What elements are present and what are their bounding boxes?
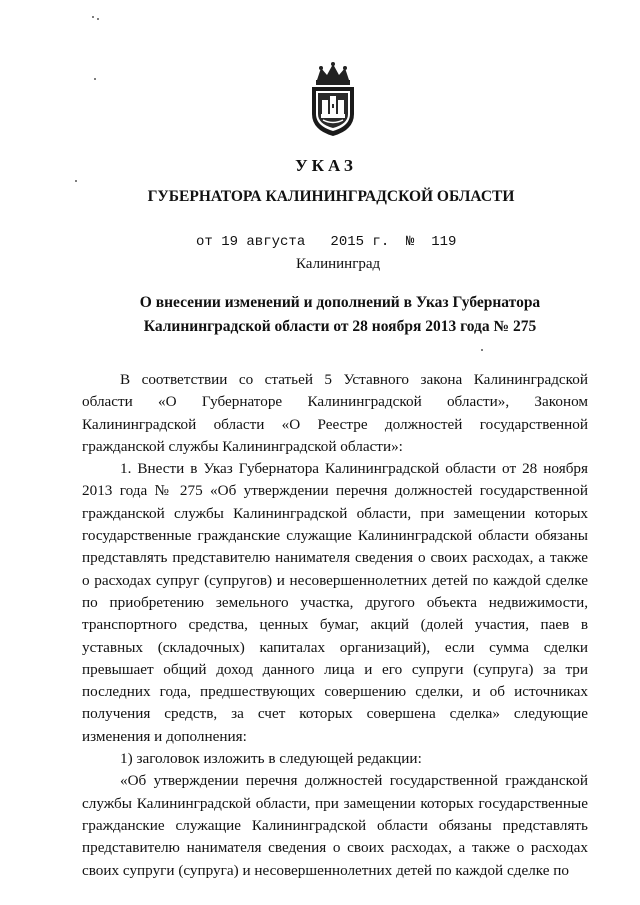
body-text bbox=[82, 369, 588, 882]
scan-speck bbox=[94, 78, 96, 80]
coat-of-arms-icon bbox=[307, 62, 359, 138]
date-number-line: от 19 августа 2015 г. № 119 bbox=[196, 234, 457, 250]
city-name: Калининград bbox=[296, 256, 381, 272]
subject-line-1: О внесении изменений и дополнений в Указ Губернатора bbox=[139, 294, 541, 311]
subject-heading bbox=[100, 291, 580, 339]
issuer-title: ГУБЕРНАТОРА КАЛИНИНГРАДСКОЙ ОБЛАСТИ bbox=[147, 188, 515, 205]
scan-speck bbox=[75, 180, 77, 182]
scan-speck bbox=[97, 18, 99, 20]
scan-speck bbox=[92, 16, 94, 18]
paragraph-item-1: 1. Внести в Указ Губернатора Калининградской области от 28 ноября 2013 года № 275 «Об утверждении перечня должностей государственной гражданской службы Калининградской области, при замещении которых государственные гражданские служащие Калининградской области обязаны представлять представителю нанимателя сведения о своих расходах, а также о расходах супруг (супругов) и несовершеннолетних детей по каждой сделке по приобретению земельного участка, другого объекта недвижимости, транспортного средства, ценных бумаг, акций (долей участия, паев в уставных (складочных) капиталах организаций), если сумма сделки превышает общий доход данного лица и его супруги (супруга) за три последних года, предшествующих совершению сделки, и об источниках получения средств, за счет которых совершена сделка» следующие изменения и дополнения: bbox=[82, 460, 588, 745]
paragraph-quoted-title: «Об утверждении перечня должностей государственной гражданской службы Калининградской области, при замещении которых государственные гражданские служащие Калининградской области обязаны представлять представителю нанимателя сведения о своих расходах, а также о расходах своих супруги (супруга) и несовершеннолетних детей по каждой сделке по bbox=[82, 772, 588, 879]
paragraph-subitem-1: 1) заголовок изложить в следующей редакции: bbox=[120, 750, 422, 768]
scan-speck bbox=[481, 349, 483, 351]
paragraph-preamble: В соответствии со статьей 5 Уставного закона Калининградской области «О Губернаторе Калининградской области», Законом Калининградской области «О Реестре должностей государственной гражданской службы Калининградской области»: bbox=[82, 371, 588, 455]
subject-line-2: Калининградской области от 28 ноября 2013 года № 275 bbox=[143, 318, 537, 335]
document-type-title: УКАЗ bbox=[295, 156, 357, 175]
